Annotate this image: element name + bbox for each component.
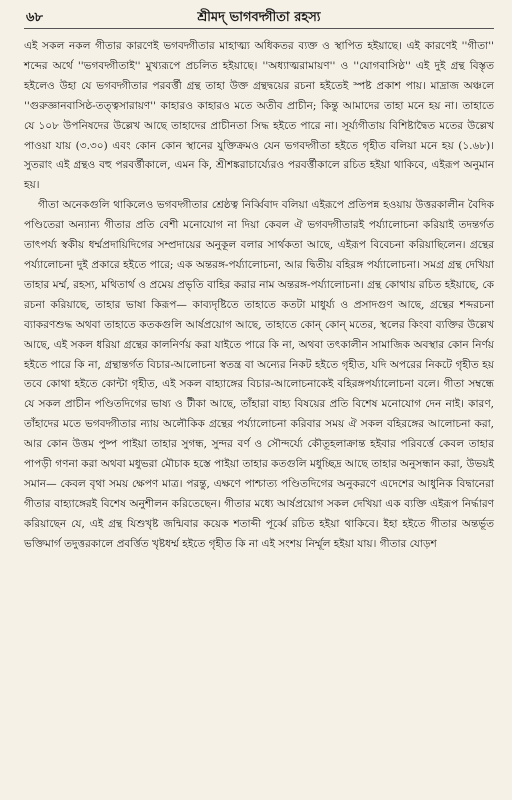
paragraph: গীতা অনেকগুলি থাকিলেও ভগবদ্গীতার শ্রেষ্ঠত্ব নির্ব্বিবাদ বলিয়া এইরূপে প্রতিপন্ন হওয়ায় উত্তরকালীন বৈদিক পণ্ডিতেরা অন্যান্য গীতার প্রতি বেশী মনোযোগ না দিয়া কেবল ঐ ভগবদ্গীতারই পর্য্যালোচনা করিয়াই তদন্তর্গত তাৎপর্য্য স্বকীয় ধর্ম্মপ্রদায়িদিগের সম্প্রদায়ের অনুকূল বলার সার্থকতা আছে, এইরূপ বিবেচনা করিয়াছিলেন। গ্রন্থের পর্য্যালোচনা দুই প্রকারে হইতে পারে; এক অন্তরঙ্গ-পর্য্যালোচনা, আর দ্বিতীয় বহিরঙ্গ পর্য্যালোচনা। সমগ্র গ্রন্থ দেখিয়া তাহার মর্ম্ম, রহস্য, মথিতার্থ ও প্রমেয় প্রভৃতি বাহির করার নাম অন্তরঙ্গ-পর্য্যালোচনা। গ্রন্থ কোথায় রচিত হইয়াছে, কে রচনা করিয়াছে, তাহার ভাষা কিরূপ— কাব্যদৃষ্টিতে তাহাতে কতটা মাধুর্য্য ও প্রসাদগুণ আছে, গ্রন্থের শব্দরচনা ব্যাকরণশুদ্ধ অথবা তাহাতে কতকগুলি আর্ষপ্রয়োগ আছে, তাহাতে কোন্ কোন্ মতের, স্থলের কিংবা ব্যক্তির উল্লেখ আছে, এই সকল ধরিয়া গ্রন্থের কালনির্ণয় করা যাইতে পারে কি না, অথবা তৎকালীন সামাজিক অবস্থার কোন নির্ণয় হইতে পারে কি না, গ্রন্থান্তর্গত বিচার-আলোচনা স্বতন্ত্র বা অন্যের নিকট হইতে গৃহীত, যদি অপরের নিকটে গৃহীত হয় তবে কোথা হইতে কোন্টা গৃহীত, এই সকল বাহ্যাঙ্গের বিচার-আলোচনাকেই বহিরঙ্গপর্য্যালোচনা বলে। গীতা সম্বন্ধে যে সকল প্রাচীন পণ্ডিতদিগের ভাষ্য ও টীকা আছে, তাঁহারা বাহ্য বিষয়ের প্রতি বিশেষ মনোযোগ দেন নাই। কারণ, তাঁহাদের মতে ভগবদ্গীতার ন্যায় অলৌকিক গ্রন্থের পর্য্যালোচনা করিবার সময় ঐ সকল বহিরঙ্গের আলোচনা করা, আর কোন উত্তম পুষ্প পাইয়া তাহার সুগন্ধ, সুন্দর বর্ণ ও সৌন্দর্য্যে কৌতূহলাক্রান্ত হইবার পরিবর্ত্তে কেবল তাহার পাপড়ী গণনা করা অথবা মধুভরা মৌচাক হস্তে পাইয়া তাহার কতগুলি মধুচ্ছিদ্র আছে তাহার অনুসন্ধান করা, উভয়ই সমান— কেবল বৃথা সময় ক্ষেপণ মাত্র। পরন্তু, এক্ষণে পাশ্চাত্য পণ্ডিতদিগের অনুকরণে এদেশের আধুনিক বিদ্বানেরা গীতার বাহ্যাঙ্গেরই বিশেষ অনুশীলন করিতেছেন। গীতার মধ্যে আর্ষপ্রয়োগ সকল দেখিয়া এক ব্যক্তি এইরূপ নির্দ্ধারণ করিয়াছেন যে, এই গ্রন্থ যিশুখৃষ্ট জন্মিবার কয়েক শতাব্দী পূর্ব্বে রচিত হইয়া থাকিবে। ইহা হইতে গীতার অন্তর্ভূত ভক্তিমার্গ তদুত্তরকালে প্রবর্ত্তিত খৃষ্টধর্ম্ম হইতে গৃহীত কি না এই সংশয় নির্ম্মূল হইয়া যায়। গীতার যোড়শ [24, 199, 494, 550]
page-header [24, 6, 494, 29]
running-title: শ্রীমদ্ ভাগবদ্গীতা রহস্য [197, 10, 321, 25]
body-text [24, 37, 494, 555]
page-number: ৬৮ [26, 10, 43, 25]
paragraph: এই সকল নকল গীতার কারণেই ভগবদ্গীতার মাহাত্ম্য অধিকতর ব্যক্ত ও স্থাপিত হইয়াছে। এই কারণেই ''গীতা'' শব্দের অর্থে ''ভগবদ্গীতাই'' মুখ্যরূপে প্রচলিত হইয়াছে। ''অধ্যাত্মরামায়ণ'' ও ''যোগবাসিষ্ঠ'' এই দুই গ্রন্থ বিস্তৃত হইলেও উহা যে ভগবদ্গীতার পরবর্ত্তী গ্রন্থ তাহা উক্ত গ্রন্থদ্বয়ের রচনা হইতেই স্পষ্ট প্রকাশ পায়। মাদ্রাজ অঞ্চলে ''গুরুজ্ঞানবাসিষ্ঠ-তত্ত্বসারায়ণ'' কাহারও কাহারও মতে অতীব প্রাচীন; কিন্তু আমাদের তাহা মনে হয় না। তাহাতে যে ১০৮ উপনিষদের উল্লেখ আছে তাহাদের প্রাচীনতা সিদ্ধ হইতে পারে না। সূর্য্যগীতায় বিশিষ্টাদ্বৈত মতের উল্লেখ পাওয়া যায় (৩.৩০) এবং কোন কোন স্থানের যুক্তিক্রমও যেন ভগবদ্গীতা হইতে গৃহীত বলিয়া মনে হয় (১.৬৮)। সুতরাং এই গ্রন্থও বহু পরবর্ত্তীকালে, এমন কি, শ্রীশঙ্করাচার্য্যেরও পরবর্ত্তীকালে রচিত হইয়া থাকিবে, এইরূপ অনুমান হয়। [24, 40, 494, 192]
